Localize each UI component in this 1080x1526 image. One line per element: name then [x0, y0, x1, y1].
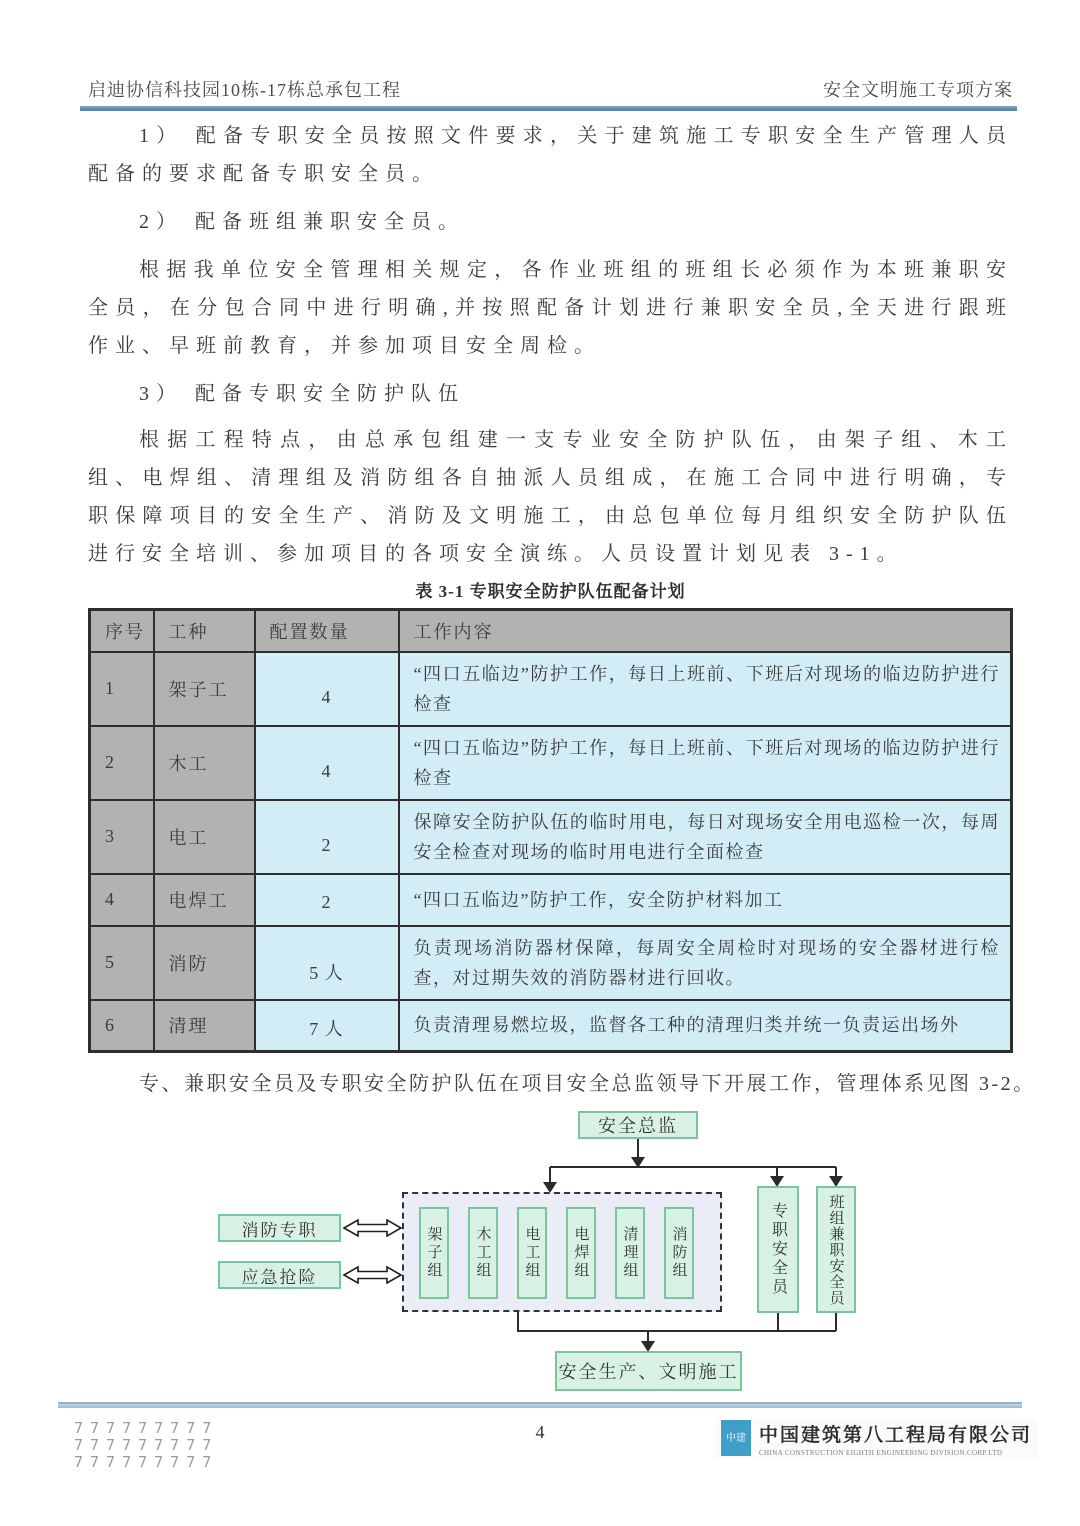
- table-row: [90, 874, 1012, 926]
- cell-content: 保障安全防护队伍的临时用电，每日对现场安全用电巡检一次，每周安全检查对现场的临时用电进行全面检查: [399, 800, 1012, 874]
- cell-no: 2: [90, 726, 154, 800]
- paragraph-item-1: 1） 配备专职安全员按照文件要求，关于建筑施工专职安全生产管理人员配备的要求配备专职安全员。: [88, 125, 1013, 185]
- org-box-cleanup-team: 清理组: [615, 1207, 645, 1299]
- watermark-row: 777777777: [74, 1436, 219, 1454]
- org-box-carpenter-team: 木工组: [468, 1207, 498, 1299]
- org-box-crew-parttime-safety-officer: 班组兼职安全员: [816, 1186, 856, 1313]
- org-box-fire-team: 消防组: [664, 1207, 694, 1299]
- cell-content: “四口五临边”防护工作，每日上班前、下班后对现场的临边防护进行检查: [399, 652, 1012, 726]
- col-header-qty: 配置数量: [255, 610, 399, 652]
- cell-trade: 电工: [154, 800, 255, 874]
- cell-no: 3: [90, 800, 154, 874]
- cell-content: 负责清理易燃垃圾，监督各工种的清理归类并统一负责运出场外: [399, 1000, 1012, 1052]
- cell-content: “四口五临边”防护工作，安全防护材料加工: [399, 874, 1012, 926]
- cell-content: “四口五临边”防护工作，每日上班前、下班后对现场的临边防护进行检查: [399, 726, 1012, 800]
- company-name-en: CHINA CONSTRUCTION EIGHTH ENGINEERING DIVISION.CORP.LTD: [758, 1449, 1003, 1457]
- cell-trade: 电焊工: [154, 874, 255, 926]
- watermark-row: 777777777: [74, 1453, 219, 1471]
- paragraph-item-3: 3） 配备专职安全防护队伍: [139, 383, 465, 405]
- cell-no: 5: [90, 926, 154, 1000]
- cell-trade: 清理: [154, 1000, 255, 1052]
- cell-qty: 4: [255, 726, 399, 800]
- page-header: [0, 0, 1080, 106]
- paragraph-body-3: 专、兼职安全员及专职安全防护队伍在项目安全总监领导下开展工作，管理体系见图 3-2。: [139, 1073, 1036, 1095]
- org-box-scaffold-team: 架子组: [419, 1207, 449, 1299]
- paragraph-item-2: 2） 配备班组兼职安全员。: [139, 211, 465, 233]
- cell-qty: 2: [255, 874, 399, 926]
- org-box-emergency-rescue: 应急抢险: [218, 1261, 341, 1289]
- header-project-title: 启迪协信科技园10栋-17栋总承包工程: [88, 80, 401, 100]
- col-header-content: 工作内容: [399, 610, 1012, 652]
- org-chart: [88, 1103, 1013, 1403]
- org-box-electrician-team: 电工组: [517, 1207, 547, 1299]
- cell-trade: 木工: [154, 726, 255, 800]
- table-row: [90, 652, 1012, 726]
- table-row: [90, 1000, 1012, 1052]
- org-box-fire-duty: 消防专职: [218, 1214, 341, 1242]
- staffing-table: [88, 608, 1013, 1053]
- company-logo: [715, 1418, 1038, 1459]
- cell-trade: 消防: [154, 926, 255, 1000]
- cell-qty: 4: [255, 652, 399, 726]
- org-box-safety-director: 安全总监: [578, 1111, 698, 1139]
- company-logo-icon: 中建: [721, 1420, 751, 1456]
- header-doc-title: 安全文明施工专项方案: [823, 80, 1013, 100]
- company-name-cn: 中国建筑第八工程局有限公司: [758, 1425, 1032, 1446]
- cell-no: 4: [90, 874, 154, 926]
- header-rule: [80, 106, 1017, 111]
- table-title: 表 3-1 专职安全防护队伍配备计划: [415, 582, 686, 601]
- paragraph-body-2: 根据工程特点，由总承包组建一支专业安全防护队伍，由架子组、木工组、电焊组、清理组及消防组各自抽派人员组成，在施工合同中进行明确，专职保障项目的安全生产、消防及文明施工，由总包单位每月组织安全防护队伍进行安全培训、参加项目的各项安全演练。人员设置计划见表 3-1。: [88, 429, 1013, 565]
- org-box-fulltime-safety-officer: 专职安全员: [757, 1186, 799, 1313]
- org-box-safe-civilized-construction: 安全生产、文明施工: [555, 1351, 742, 1391]
- page-number: 4: [535, 1422, 545, 1442]
- table-row: [90, 726, 1012, 800]
- cell-trade: 架子工: [154, 652, 255, 726]
- cell-content: 负责现场消防器材保障，每周安全周检时对现场的安全器材进行检查，对过期失效的消防器材进行回收。: [399, 926, 1012, 1000]
- col-header-trade: 工种: [154, 610, 255, 652]
- cell-no: 6: [90, 1000, 154, 1052]
- watermark-row: 777777777: [74, 1419, 219, 1437]
- cell-no: 1: [90, 652, 154, 726]
- cell-qty: 2: [255, 800, 399, 874]
- document-body: [0, 117, 1080, 1403]
- table-header-row: [90, 610, 1012, 652]
- table-row: [90, 800, 1012, 874]
- col-header-no: 序号: [90, 610, 154, 652]
- cell-qty: 5 人: [255, 926, 399, 1000]
- org-box-welder-team: 电焊组: [566, 1207, 596, 1299]
- paragraph-body-1: 根据我单位安全管理相关规定，各作业班组的班组长必须作为本班兼职安全员，在分包合同中进行明确,并按照配备计划进行兼职安全员,全天进行跟班作业、早班前教育，并参加项目安全周检。: [88, 259, 1013, 357]
- page-footer: [0, 1402, 1080, 1478]
- cell-qty: 7 人: [255, 1000, 399, 1052]
- table-row: [90, 926, 1012, 1000]
